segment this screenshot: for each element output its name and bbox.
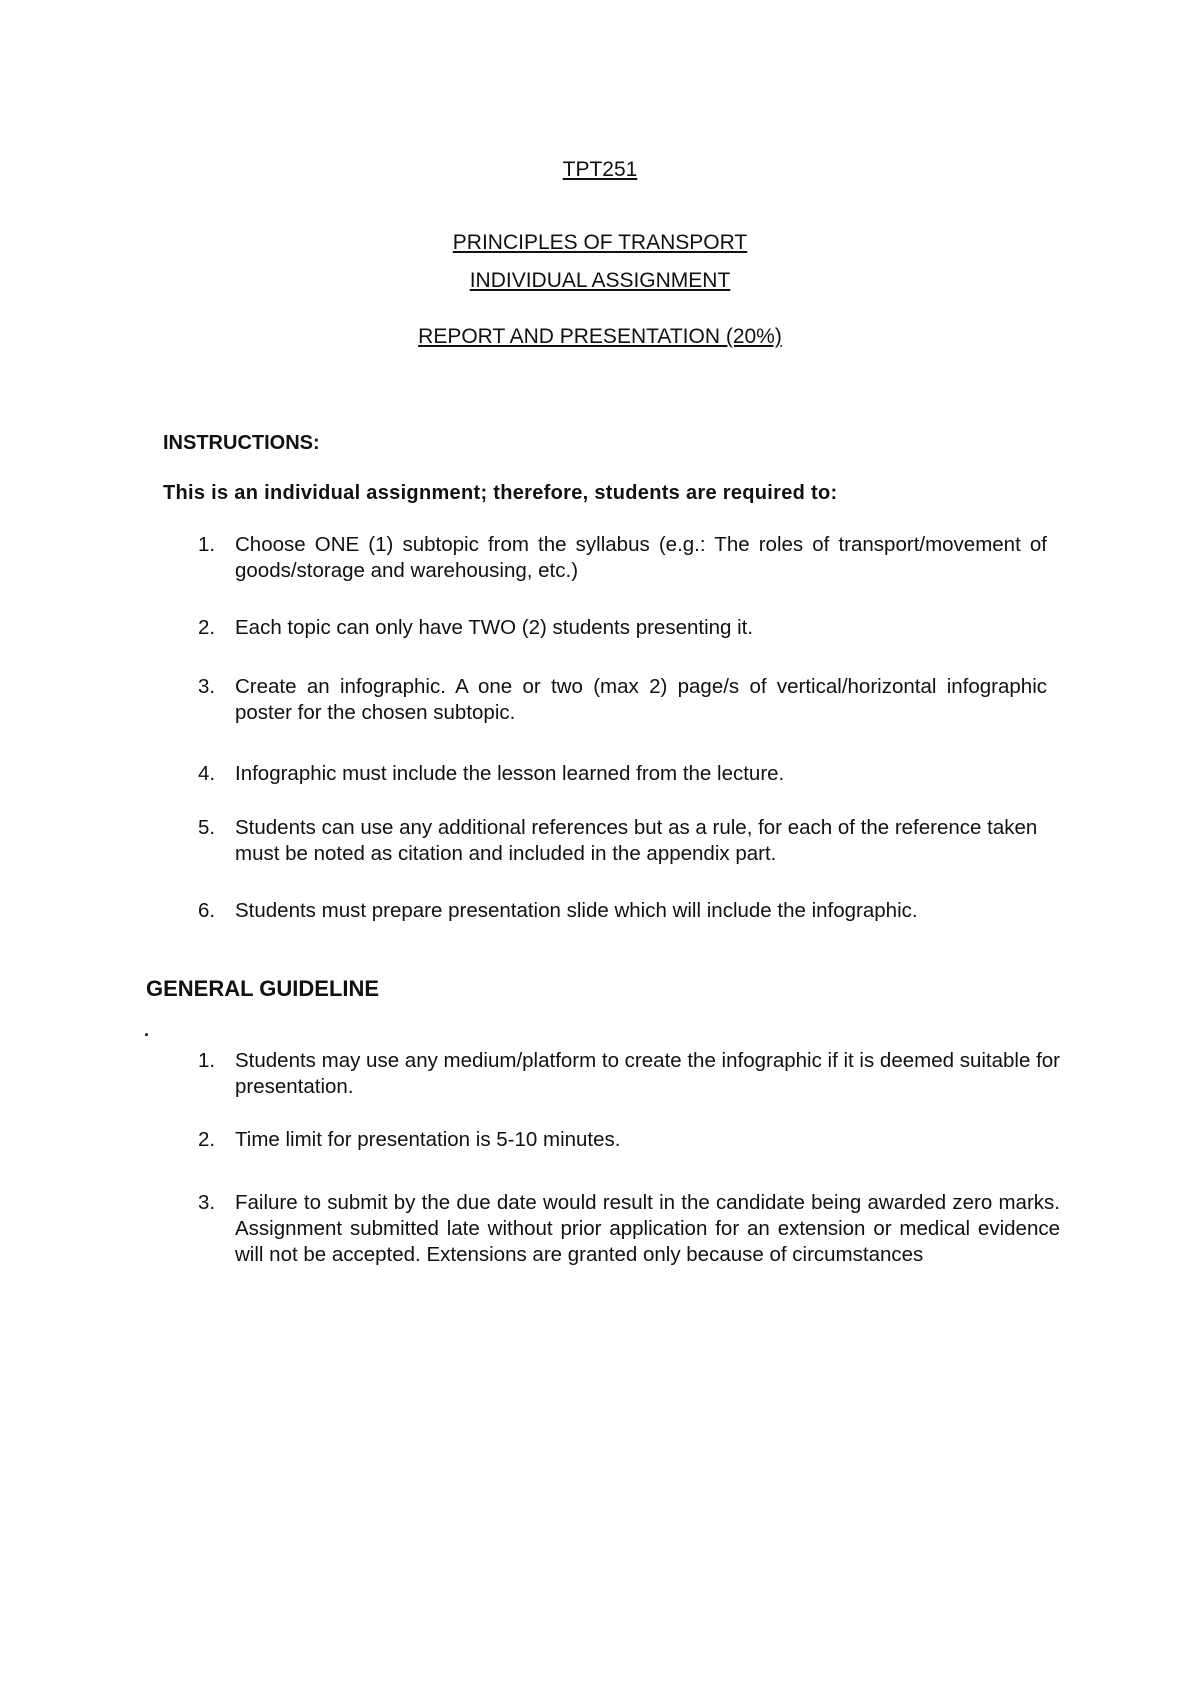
instruction-item-4	[198, 761, 1047, 787]
list-number: 4.	[198, 762, 216, 785]
list-number: 5.	[198, 816, 216, 839]
instruction-item-1	[198, 532, 1047, 584]
course-code: TPT251	[562, 158, 638, 181]
list-text: Time limit for presentation is 5-10 minutes.	[235, 1128, 621, 1151]
list-number: 2.	[198, 616, 216, 639]
guideline-item-3	[198, 1190, 1060, 1268]
list-number: 3.	[198, 675, 216, 698]
guideline-item-2	[198, 1127, 1060, 1153]
list-text: Students can use any additional references but as a rule, for each of the reference taken must be noted as citation and included in the appendix part.	[235, 816, 1038, 865]
instructions-lead: This is an individual assignment; therefore, students are required to:	[163, 482, 838, 504]
instructions-heading: INSTRUCTIONS:	[163, 432, 320, 454]
list-text: Students may use any medium/platform to create the infographic if it is deemed suitable for presentation.	[235, 1049, 1060, 1098]
assessment-title: REPORT AND PRESENTATION (20%)	[418, 325, 782, 348]
instruction-item-2	[198, 615, 1047, 641]
list-number: 1.	[198, 1049, 216, 1072]
list-text: Failure to submit by the due date would result in the candidate being awarded zero marks. Assignment submitted late without prior application for an extension or medical evidence will not be accepted. Extensions are granted only because of circumstances	[235, 1191, 1060, 1266]
stray-mark: .	[144, 1020, 150, 1040]
list-number: 2.	[198, 1128, 216, 1151]
instruction-item-6	[198, 898, 1047, 924]
course-title: PRINCIPLES OF TRANSPORT	[452, 231, 748, 254]
guideline-heading: GENERAL GUIDELINE	[146, 976, 380, 1001]
list-text: Choose ONE (1) subtopic from the syllabus (e.g.: The roles of transport/movement of goods/storage and warehousing, etc.)	[235, 533, 1047, 582]
instruction-item-3	[198, 674, 1047, 726]
instruction-item-5	[198, 815, 1055, 867]
list-text: Infographic must include the lesson learned from the lecture.	[235, 762, 785, 785]
list-number: 1.	[198, 533, 216, 556]
list-text: Create an infographic. A one or two (max 2) page/s of vertical/horizontal infographic poster for the chosen subtopic.	[235, 675, 1047, 724]
guideline-item-1	[198, 1048, 1060, 1100]
list-number: 3.	[198, 1191, 216, 1214]
list-text: Students must prepare presentation slide which will include the infographic.	[235, 899, 918, 922]
list-text: Each topic can only have TWO (2) students presenting it.	[235, 616, 754, 639]
list-number: 6.	[198, 899, 216, 922]
assignment-type: INDIVIDUAL ASSIGNMENT	[469, 269, 731, 292]
